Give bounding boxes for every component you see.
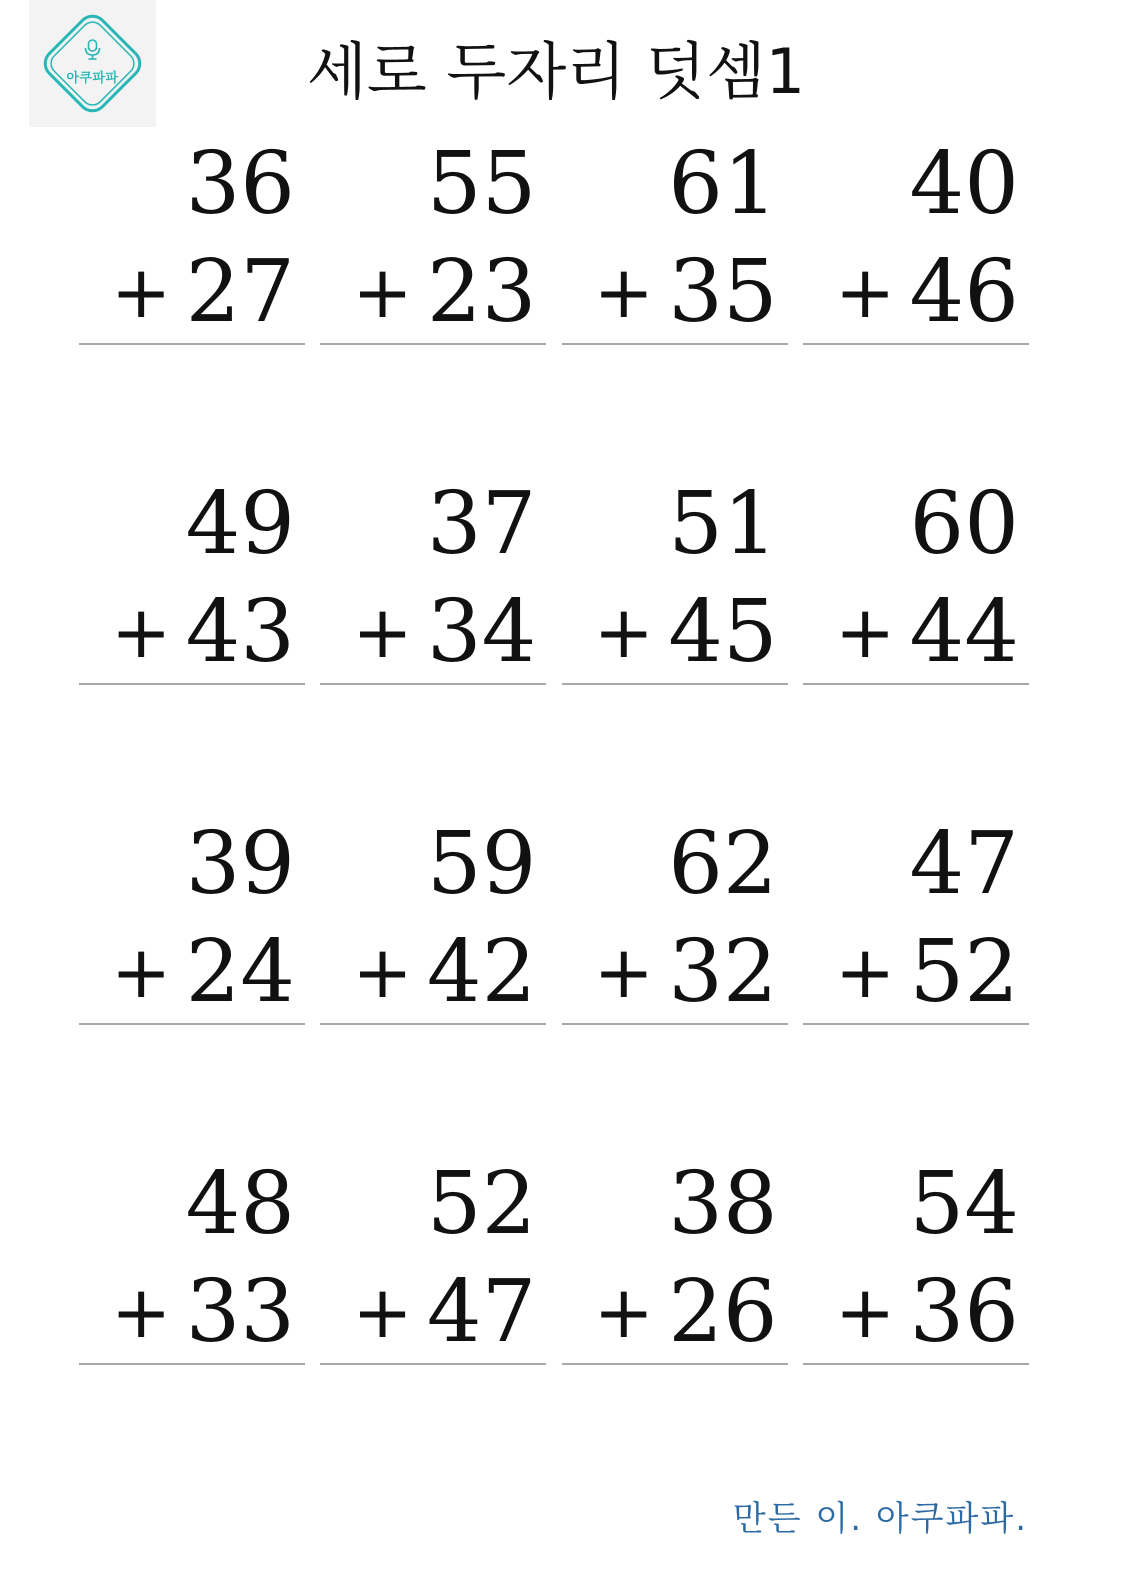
addition-problem bbox=[79, 810, 305, 1150]
answer-line bbox=[803, 683, 1029, 685]
answer-line bbox=[79, 343, 305, 345]
addend-bottom: 45 bbox=[668, 582, 778, 682]
addition-problem bbox=[562, 130, 788, 470]
problem-row bbox=[79, 130, 1029, 470]
plus-sign: + bbox=[352, 250, 413, 334]
page-title: 세로 두자리 덧셈1 bbox=[306, 35, 806, 108]
addend-top: 37 bbox=[426, 474, 537, 574]
plus-sign: + bbox=[593, 930, 654, 1014]
addend-top: 36 bbox=[185, 134, 295, 234]
addition-problem bbox=[320, 130, 546, 470]
addend-top: 55 bbox=[426, 134, 537, 234]
addend-bottom: 43 bbox=[185, 582, 295, 682]
plus-sign: + bbox=[111, 930, 172, 1014]
plus-sign: + bbox=[111, 1270, 172, 1354]
problem-row bbox=[79, 470, 1029, 810]
plus-sign: + bbox=[593, 590, 654, 674]
answer-line bbox=[803, 1023, 1029, 1025]
problem-row bbox=[79, 810, 1029, 1150]
addend-bottom: 33 bbox=[185, 1262, 295, 1362]
addition-problem bbox=[803, 810, 1029, 1150]
addend-top: 40 bbox=[909, 134, 1019, 234]
answer-line bbox=[320, 1363, 546, 1365]
answer-line bbox=[562, 683, 788, 685]
plus-sign: + bbox=[834, 930, 896, 1014]
addend-top: 51 bbox=[668, 474, 778, 574]
addend-top: 62 bbox=[668, 814, 778, 914]
logo-text: 아쿠파파 bbox=[66, 71, 119, 86]
addend-bottom: 26 bbox=[668, 1262, 778, 1362]
addition-problem bbox=[79, 130, 305, 470]
addend-top: 49 bbox=[185, 474, 295, 574]
plus-sign: + bbox=[593, 250, 654, 334]
addend-bottom: 27 bbox=[185, 242, 295, 342]
answer-line bbox=[803, 1363, 1029, 1365]
plus-sign: + bbox=[834, 250, 896, 334]
answer-line bbox=[79, 1363, 305, 1365]
addend-bottom: 32 bbox=[668, 922, 778, 1022]
plus-sign: + bbox=[111, 590, 172, 674]
answer-line bbox=[320, 1023, 546, 1025]
addition-problem bbox=[320, 1150, 546, 1490]
author-credit: 만든 이. 아쿠파파. bbox=[732, 1499, 1028, 1539]
addend-top: 38 bbox=[668, 1154, 778, 1254]
addend-bottom: 36 bbox=[909, 1262, 1019, 1362]
addend-bottom: 42 bbox=[426, 922, 537, 1022]
answer-line bbox=[803, 343, 1029, 345]
answer-line bbox=[562, 1023, 788, 1025]
answer-line bbox=[320, 343, 546, 345]
answer-line bbox=[79, 1023, 305, 1025]
addend-bottom: 46 bbox=[909, 242, 1019, 342]
addend-top: 52 bbox=[426, 1154, 537, 1254]
addition-problem bbox=[562, 1150, 788, 1490]
answer-line bbox=[320, 683, 546, 685]
plus-sign: + bbox=[352, 930, 413, 1014]
addend-bottom: 52 bbox=[909, 922, 1019, 1022]
plus-sign: + bbox=[834, 590, 896, 674]
addition-problem bbox=[79, 1150, 305, 1490]
addend-bottom: 47 bbox=[426, 1262, 537, 1362]
answer-line bbox=[562, 1363, 788, 1365]
addend-bottom: 34 bbox=[426, 582, 537, 682]
plus-sign: + bbox=[834, 1270, 896, 1354]
problem-row bbox=[79, 1150, 1029, 1490]
addition-problem bbox=[320, 470, 546, 810]
addend-top: 61 bbox=[668, 134, 778, 234]
addend-top: 47 bbox=[909, 814, 1019, 914]
addition-problem bbox=[320, 810, 546, 1150]
addition-problem bbox=[803, 470, 1029, 810]
addend-top: 54 bbox=[909, 1154, 1019, 1254]
problem-grid bbox=[79, 130, 1029, 1490]
plus-sign: + bbox=[352, 1270, 413, 1354]
addition-problem bbox=[803, 1150, 1029, 1490]
plus-sign: + bbox=[111, 250, 172, 334]
answer-line bbox=[79, 683, 305, 685]
addend-bottom: 44 bbox=[909, 582, 1019, 682]
addend-bottom: 24 bbox=[185, 922, 295, 1022]
plus-sign: + bbox=[352, 590, 413, 674]
addend-top: 60 bbox=[909, 474, 1019, 574]
addend-top: 39 bbox=[185, 814, 295, 914]
addition-problem bbox=[562, 470, 788, 810]
addition-problem bbox=[79, 470, 305, 810]
answer-line bbox=[562, 343, 788, 345]
addend-top: 59 bbox=[426, 814, 537, 914]
addend-top: 48 bbox=[185, 1154, 295, 1254]
addition-problem bbox=[562, 810, 788, 1150]
addend-bottom: 35 bbox=[668, 242, 778, 342]
addition-problem bbox=[803, 130, 1029, 470]
plus-sign: + bbox=[593, 1270, 654, 1354]
addend-bottom: 23 bbox=[426, 242, 537, 342]
